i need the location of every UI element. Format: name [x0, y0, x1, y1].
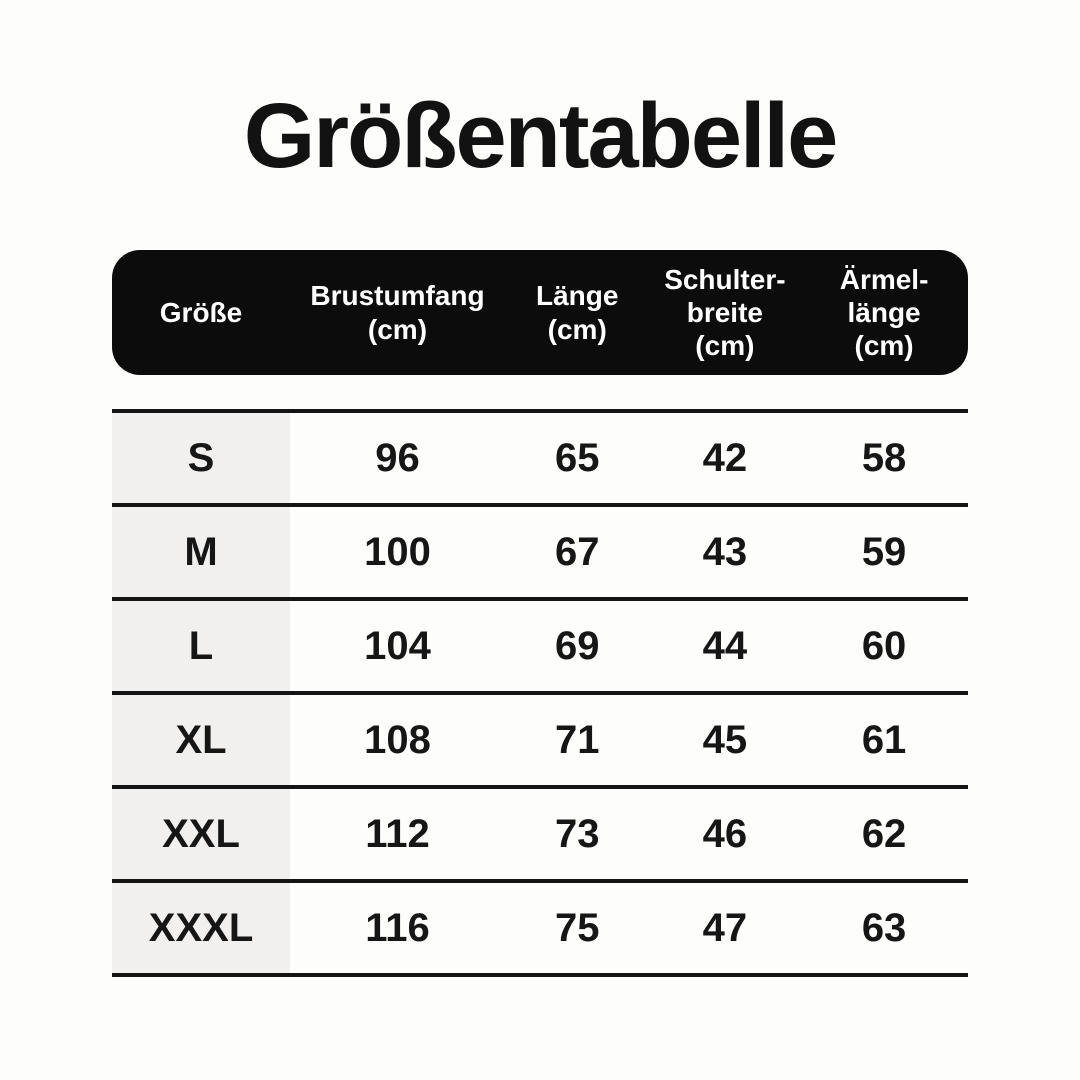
size-label: XL — [112, 695, 290, 785]
header-unit: (cm) — [547, 313, 607, 345]
laenge-value: 69 — [554, 623, 600, 668]
header-line: Ärmel- — [839, 263, 929, 295]
header-unit: (cm) — [695, 330, 755, 362]
header-line: Länge — [535, 280, 619, 312]
size-label: S — [112, 413, 290, 503]
aermellaenge-value: 58 — [861, 435, 907, 480]
aermellaenge-value: 61 — [861, 717, 907, 762]
size-label: M — [112, 507, 290, 597]
size-label: XXL — [112, 789, 290, 879]
table-row-xxxl — [112, 883, 968, 977]
laenge-value: 73 — [554, 811, 600, 856]
size-chart-table — [112, 250, 968, 977]
size-label: L — [112, 601, 290, 691]
header-unit: (cm) — [367, 313, 428, 345]
header-unit: (cm) — [854, 330, 914, 362]
header-line: Größe — [159, 296, 243, 328]
laenge-value: 67 — [554, 529, 600, 574]
table-row-m — [112, 507, 968, 601]
header-line: Brustumfang — [310, 280, 485, 312]
aermellaenge-value: 63 — [861, 905, 907, 950]
brustumfang-value: 112 — [365, 811, 430, 856]
header-line: Schulter- — [664, 263, 786, 295]
header-line: länge — [847, 296, 921, 328]
aermellaenge-value: 59 — [861, 529, 907, 574]
table-row-xxl — [112, 789, 968, 883]
header-line: breite — [686, 296, 763, 328]
laenge-value: 75 — [554, 905, 600, 950]
brustumfang-value: 108 — [364, 717, 431, 762]
aermellaenge-value: 60 — [861, 623, 907, 668]
schulterbreite-value: 44 — [702, 623, 748, 668]
brustumfang-value: 96 — [375, 435, 420, 480]
column-header-aermellaenge — [800, 263, 968, 362]
aermellaenge-value: 62 — [861, 811, 907, 856]
page-title: Größentabelle — [243, 85, 837, 187]
brustumfang-value: 100 — [364, 529, 431, 574]
schulterbreite-value: 47 — [702, 905, 748, 950]
column-header-brustumfang — [290, 279, 505, 345]
laenge-value: 65 — [554, 435, 600, 480]
table-row-s — [112, 413, 968, 507]
laenge-value: 71 — [554, 717, 600, 762]
table-row-xl — [112, 695, 968, 789]
table-header — [112, 250, 968, 375]
size-label: XXXL — [112, 883, 290, 973]
schulterbreite-value: 43 — [702, 529, 748, 574]
column-header-schulterbreite — [650, 263, 801, 362]
column-header-groesse — [112, 296, 290, 329]
schulterbreite-value: 42 — [702, 435, 748, 480]
schulterbreite-value: 45 — [702, 717, 748, 762]
table-row-l — [112, 601, 968, 695]
brustumfang-value: 116 — [365, 905, 430, 950]
column-header-laenge — [505, 279, 650, 345]
brustumfang-value: 104 — [364, 623, 431, 668]
schulterbreite-value: 46 — [702, 811, 748, 856]
table-body — [112, 409, 968, 977]
